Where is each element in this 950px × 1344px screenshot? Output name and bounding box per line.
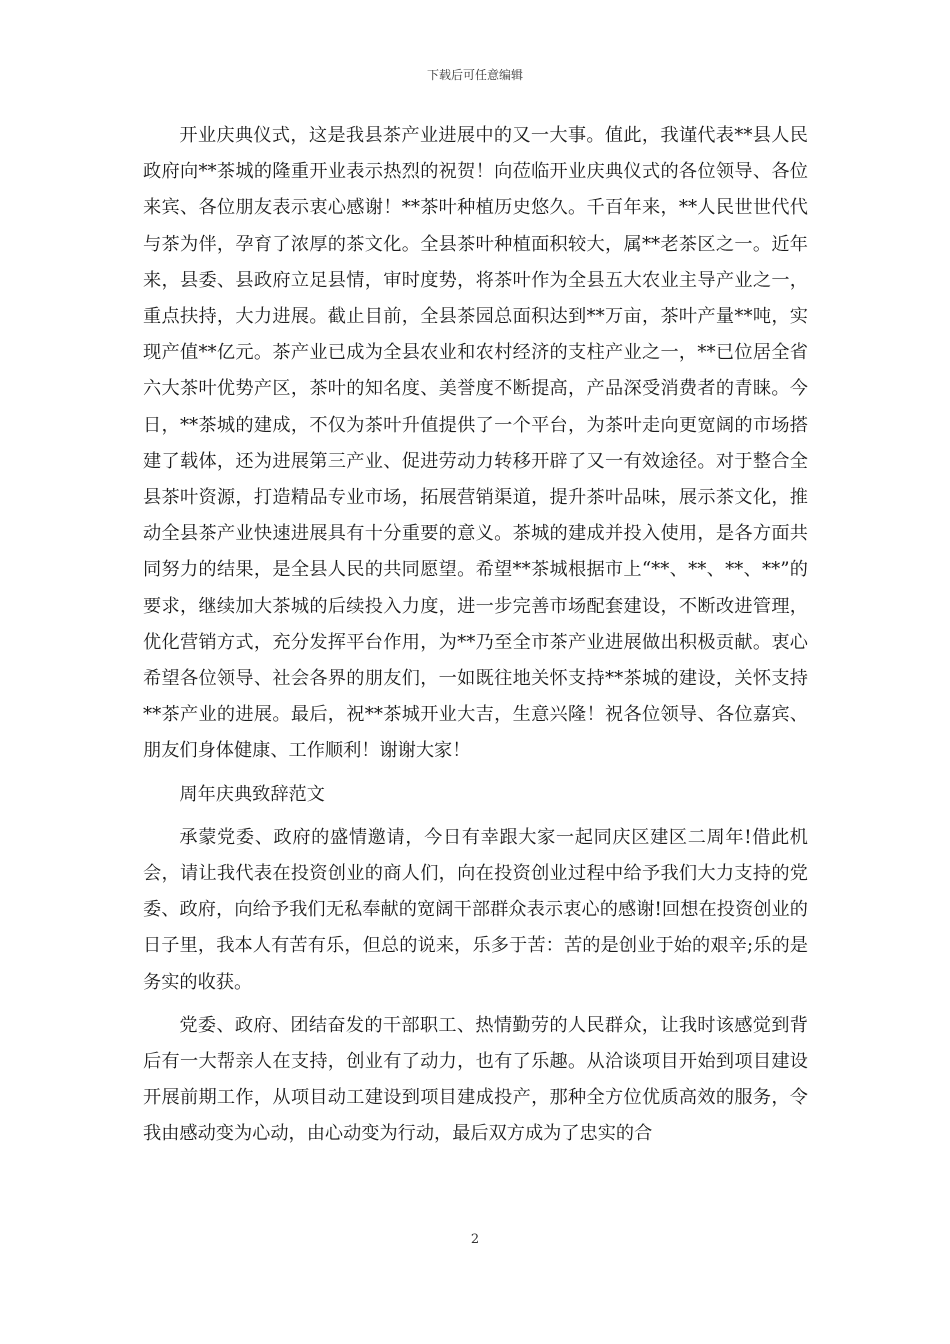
paragraph-anniversary-body: 党委、政府、团结奋发的干部职工、热情勤劳的人民群众，让我时该感觉到背后有一大帮亲人在支持，创业有了动力，也有了乐趣。从洽谈项目开始到项目建设开展前期工作，从项目动工建设到项目建成投产，那种全方位优质高效的服务，令我由感动变为心动，由心动变为行动，最后双方成为了忠实的合 bbox=[143, 1014, 808, 1145]
page-number: 2 bbox=[470, 1232, 480, 1247]
paragraph-anniversary-intro: 承蒙党委、政府的盛情邀请，今日有幸跟大家一起同庆区建区二周年!借此机会，请让我代表在投资创业的商人们，向在投资创业过程中给予我们大力支持的党委、政府，向给予我们无私奉献的宽阔干部群众表示衷心的感谢!回想在投资创业的日子里，我本人有苦有乐，但总的说来，乐多于苦：苦的是创业于始的艰辛;乐的是务实的收获。 bbox=[143, 826, 808, 993]
document-body bbox=[143, 118, 808, 1153]
section-heading: 周年庆典致辞范文 bbox=[179, 783, 325, 805]
page-header-note: 下载后可任意编辑 bbox=[426, 68, 523, 82]
paragraph-opening-ceremony: 开业庆典仪式，这是我县茶产业进展中的又一大事。值此，我谨代表**县人民政府向**茶城的隆重开业表示热烈的祝贺！向莅临开业庆典仪式的各位领导、各位来宾、各位朋友表示衷心感谢！**茶叶种植历史悠久。千百年来，**人民世世代代与茶为伴，孕育了浓厚的茶文化。全县茶叶种植面积较大，属**老茶区之一。近年来，县委、县政府立足县情，审时度势，将茶叶作为全县五大农业主导产业之一，重点扶持，大力进展。截止目前，全县茶园总面积达到**万亩，茶叶产量**吨，实现产值**亿元。茶产业已成为全县农业和农村经济的支柱产业之一，**已位居全省六大茶叶优势产区，茶叶的知名度、美誉度不断提高，产品深受消费者的青睐。今日，**茶城的建成，不仅为茶叶升值提供了一个平台，为茶叶走向更宽阔的市场搭建了载体，还为进展第三产业、促进劳动力转移开辟了又一有效途径。对于整合全县茶叶资源，打造精品专业市场，拓展营销渠道，提升茶叶品味，展示茶文化，推动全县茶产业快速进展具有十分重要的意义。茶城的建成并投入使用，是各方面共同努力的结果，是全县人民的共同愿望。希望**茶城根据市上“**、**、**、**”的要求，继续加大茶城的后续投入力度，进一步完善市场配套建设，不断改进管理，优化营销方式，充分发挥平台作用，为**乃至全市茶产业进展做出积极贡献。衷心希望各位领导、社会各界的朋友们，一如既往地关怀支持**茶城的建设，关怀支持**茶产业的进展。最后，祝**茶城开业大吉，生意兴隆！祝各位领导、各位嘉宾、朋友们身体健康、工作顺利！谢谢大家！ bbox=[143, 125, 808, 762]
